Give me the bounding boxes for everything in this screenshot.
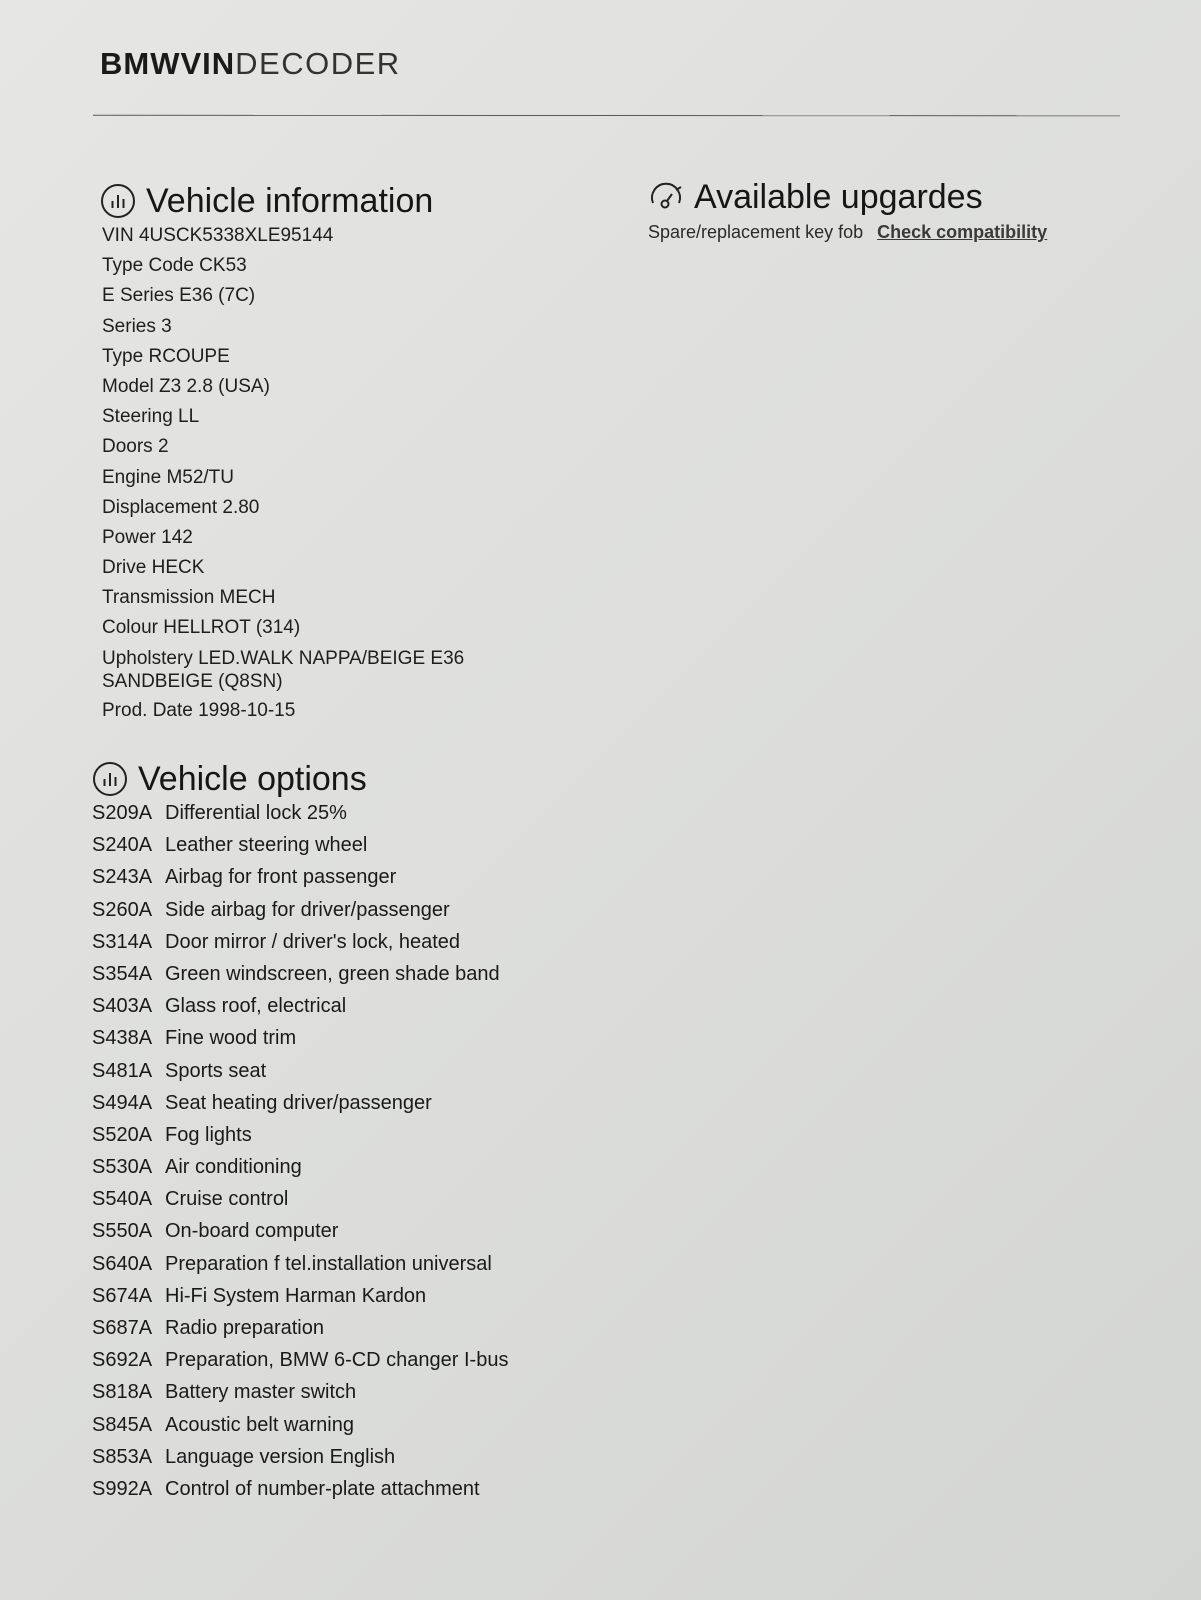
vehicle-option-item [92, 1123, 508, 1155]
option-code: S550A [92, 1220, 153, 1243]
option-description: On-board computer [165, 1220, 339, 1243]
vehicle-information-section [100, 178, 502, 729]
vehicle-info-item: Colour HELLROT (314) [102, 617, 301, 639]
vehicle-info-item: Power 142 [102, 526, 193, 548]
logo-light-text: DECODER [235, 46, 401, 81]
option-code: S540A [92, 1188, 153, 1211]
option-description: Side airbag for driver/passenger [165, 898, 450, 921]
vehicle-option-item [92, 1284, 508, 1316]
vehicle-option-item [92, 865, 508, 897]
option-description: Preparation f tel.installation universal [165, 1252, 492, 1275]
option-code: S520A [92, 1123, 153, 1146]
vehicle-option-item [92, 1413, 508, 1445]
option-description: Differential lock 25% [165, 802, 347, 824]
option-code: S209A [92, 802, 153, 824]
option-code: S853A [92, 1445, 153, 1468]
vehicle-option-item [92, 833, 508, 865]
option-description: Airbag for front passenger [165, 866, 397, 889]
option-description: Acoustic belt warning [165, 1413, 354, 1436]
speedometer-icon [648, 179, 684, 215]
vehicle-information-list [100, 224, 502, 729]
option-code: S240A [92, 834, 153, 857]
vehicle-info-item: Transmission MECH [102, 587, 276, 609]
option-description: Preparation, BMW 6-CD changer I-bus [165, 1349, 509, 1372]
vehicle-info-item: Doors 2 [102, 436, 169, 458]
vehicle-option-item [92, 1348, 508, 1380]
option-description: Leather steering wheel [165, 834, 368, 857]
option-code: S494A [92, 1091, 153, 1114]
option-description: Seat heating driver/passenger [165, 1091, 432, 1114]
available-upgrades-section [648, 174, 1047, 243]
option-code: S481A [92, 1059, 153, 1082]
vehicle-option-item [92, 1219, 508, 1251]
option-code: S687A [92, 1317, 153, 1339]
option-description: Fine wood trim [165, 1027, 297, 1050]
option-code: S243A [92, 866, 153, 889]
gauge-icon [92, 761, 128, 797]
available-upgrades-header [648, 174, 1047, 220]
option-description: Door mirror / driver's lock, heated [165, 930, 461, 953]
vehicle-option-item [92, 1380, 508, 1412]
option-code: S818A [92, 1381, 153, 1404]
gauge-icon [100, 183, 136, 219]
option-description: Battery master switch [165, 1381, 357, 1404]
vehicle-option-item [92, 962, 508, 994]
option-description: Control of number-plate attachment [165, 1477, 480, 1500]
available-upgrades-title: Available upgardes [694, 177, 983, 216]
vehicle-info-item: VIN 4USCK5338XLE95144 [102, 225, 334, 246]
option-description: Air conditioning [165, 1156, 302, 1179]
option-description: Cruise control [165, 1188, 289, 1211]
vehicle-option-item [92, 1026, 508, 1058]
vehicle-info-item: Model Z3 2.8 (USA) [102, 375, 270, 397]
vehicle-option-item [92, 898, 508, 930]
option-code: S992A [92, 1477, 153, 1500]
vehicle-info-item: Type Code CK53 [102, 255, 247, 277]
vehicle-info-item: E Series E36 (7C) [102, 285, 256, 307]
vehicle-info-item: Series 3 [102, 315, 172, 337]
vehicle-info-item: Type RCOUPE [102, 345, 230, 367]
option-code: S314A [92, 930, 153, 953]
option-description: Fog lights [165, 1123, 252, 1146]
vehicle-info-item: Steering LL [102, 406, 200, 428]
vehicle-options-list [92, 801, 508, 1509]
vehicle-info-item: Prod. Date 1998-10-15 [102, 699, 296, 721]
vehicle-option-item [92, 1477, 508, 1509]
vehicle-options-section [92, 756, 508, 1509]
option-description: Glass roof, electrical [165, 995, 347, 1018]
vehicle-options-title: Vehicle options [138, 759, 367, 798]
option-code: S403A [92, 995, 153, 1018]
vehicle-option-item [92, 930, 508, 962]
option-code: S530A [92, 1156, 153, 1179]
option-code: S845A [92, 1413, 153, 1436]
vehicle-option-item [92, 1316, 508, 1348]
option-code: S692A [92, 1349, 153, 1372]
site-logo[interactable] [100, 46, 401, 82]
option-description: Sports seat [165, 1059, 267, 1082]
upgrade-item-label: Spare/replacement key fob [648, 222, 864, 242]
vehicle-option-item [92, 1445, 508, 1477]
option-description: Language version English [165, 1445, 396, 1468]
option-code: S354A [92, 962, 153, 985]
vehicle-info-item: Displacement 2.80 [102, 496, 260, 518]
option-description: Hi-Fi System Harman Kardon [165, 1284, 427, 1307]
option-code: S260A [92, 898, 153, 921]
vehicle-info-item: Drive HECK [102, 557, 205, 579]
option-description: Radio preparation [165, 1317, 324, 1339]
header-divider [93, 115, 1120, 117]
option-code: S674A [92, 1284, 153, 1307]
vehicle-option-item [92, 1187, 508, 1219]
vehicle-option-item [92, 1091, 508, 1123]
option-code: S640A [92, 1252, 153, 1275]
vehicle-info-item: Upholstery LED.WALK NAPPA/BEIGE E36 SANDBEIGE (Q8SN) [102, 647, 465, 692]
vehicle-information-header [100, 178, 502, 224]
vehicle-info-item: Engine M52/TU [102, 466, 235, 488]
vehicle-option-item [92, 1252, 508, 1284]
logo-bold-text: BMWVIN [100, 46, 236, 81]
vehicle-option-item [92, 801, 508, 833]
option-code: S438A [92, 1027, 153, 1050]
vehicle-option-item [92, 994, 508, 1026]
vehicle-option-item [92, 1059, 508, 1091]
vehicle-options-header [92, 756, 508, 802]
upgrade-row [648, 222, 1047, 243]
vehicle-information-title: Vehicle information [146, 181, 434, 220]
option-description: Green windscreen, green shade band [165, 962, 500, 985]
check-compatibility-link[interactable]: Check compatibility [877, 222, 1048, 242]
vehicle-option-item [92, 1155, 508, 1187]
